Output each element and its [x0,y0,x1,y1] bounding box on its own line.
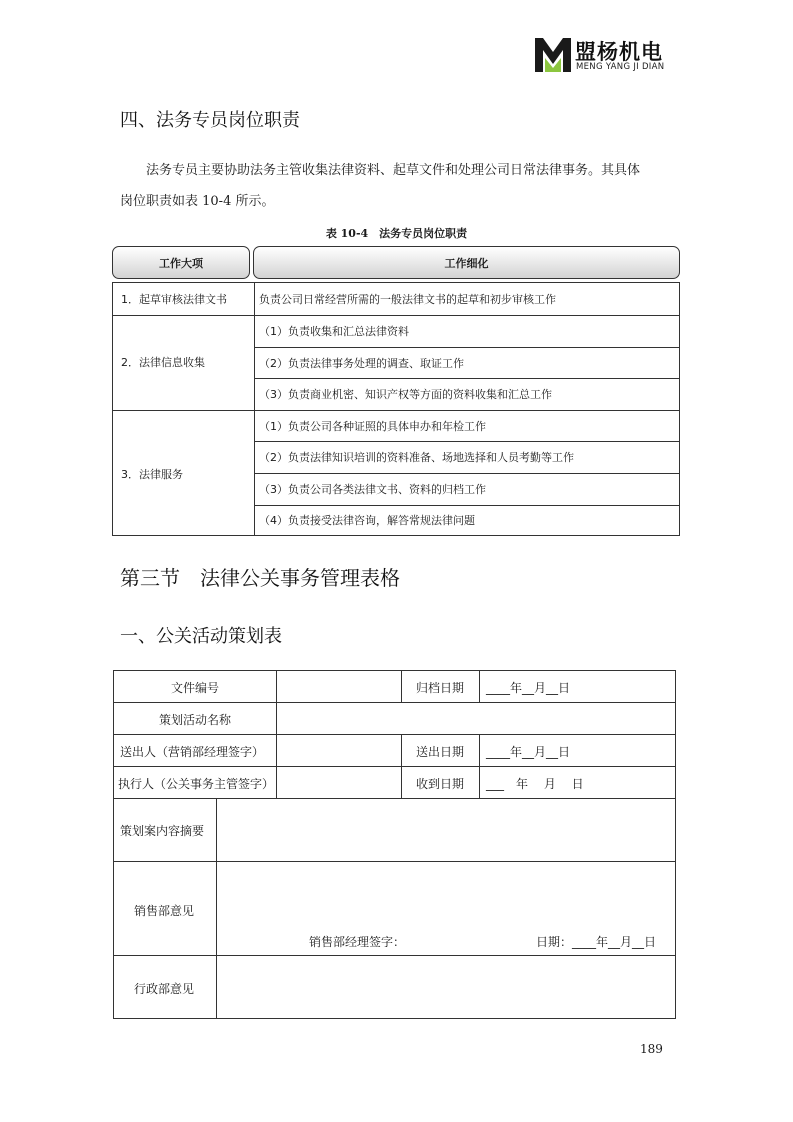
row-divider [114,798,675,799]
row-divider [114,861,675,862]
section-heading: 四、法务专员岗位职责 [120,110,300,131]
detail-2-2: （2）负责法律事务处理的调查、取证工作 [259,357,464,370]
duty-table [112,246,680,536]
label-sender: 送出人（营销部经理签字） [120,745,265,759]
header-work-detail: 工作细化 [253,246,680,279]
col-divider [401,734,402,799]
item-1: 1．起草审核法律文书 [121,293,227,306]
row-divider [254,378,679,379]
label-sign-date: 日期：____年__月__日 [536,935,657,949]
column-divider [254,283,255,535]
logo-english-name: MENG YANG JI DIAN [576,62,665,72]
col-divider [276,734,277,799]
subsection-title: 一、公关活动策划表 [120,626,282,647]
col-divider [276,702,277,735]
page-number: 189 [640,1042,663,1056]
col-divider [276,671,277,703]
chapter-section-title: 第三节 法律公关事务管理表格 [120,566,400,590]
label-plan-name: 策划活动名称 [159,713,232,727]
row-divider [254,441,679,442]
pr-plan-form [113,670,676,1019]
label-summary: 策划案内容摘要 [120,824,205,838]
row-divider [113,410,679,411]
col-divider [479,671,480,703]
row-divider [114,766,675,767]
header-work-item: 工作大项 [112,246,250,279]
label-archive-date: 归档日期 [416,681,465,695]
value-receive-date: ___ 年 月 日 [486,777,584,791]
value-archive-date: ____年__月__日 [486,681,571,695]
row-divider [254,347,679,348]
col-divider [479,734,480,799]
row-divider [114,702,675,703]
row-divider [254,473,679,474]
table-caption: 表 10-4 法务专员岗位职责 [325,227,468,240]
item-2: 2．法律信息收集 [121,356,205,369]
company-logo [535,36,675,76]
detail-3-4: （4）负责接受法律咨询，解答常规法律问题 [259,514,475,527]
detail-2-3: （3）负责商业机密、知识产权等方面的资料收集和汇总工作 [259,388,552,401]
label-admin-opinion: 行政部意见 [134,982,195,996]
label-file-number: 文件编号 [171,681,220,695]
row-divider [113,315,679,316]
item-3: 3．法律服务 [121,468,183,481]
label-sales-opinion: 销售部意见 [134,904,195,918]
label-executor: 执行人（公关事务主管签字） [118,777,275,791]
detail-1-1: 负责公司日常经营所需的一般法律文书的起草和初步审核工作 [259,293,556,306]
intro-paragraph [120,155,676,217]
label-send-date: 送出日期 [416,745,465,759]
label-sales-manager-sign: 销售部经理签字： [309,935,406,949]
para-line-1: 法务专员主要协助法务主管收集法律资料、起草文件和处理公司日常法律事务。其具体 [146,163,641,178]
row-divider [254,505,679,506]
label-receive-date: 收到日期 [416,777,465,791]
duty-table-body [112,282,680,536]
logo-m-icon [535,38,571,72]
row-divider [114,955,675,956]
col-divider [401,671,402,703]
detail-3-1: （1）负责公司各种证照的具体申办和年检工作 [259,420,486,433]
row-divider [114,734,675,735]
para-line-2: 岗位职责如表 10-4 所示。 [120,194,275,209]
logo-chinese-name: 盟杨机电 [575,40,663,64]
detail-3-3: （3）负责公司各类法律文书、资料的归档工作 [259,483,486,496]
col-divider [216,798,217,1019]
value-send-date: ____年__月__日 [486,745,571,759]
detail-2-1: （1）负责收集和汇总法律资料 [259,325,409,338]
detail-3-2: （2）负责法律知识培训的资料准备、场地选择和人员考勤等工作 [259,451,574,464]
